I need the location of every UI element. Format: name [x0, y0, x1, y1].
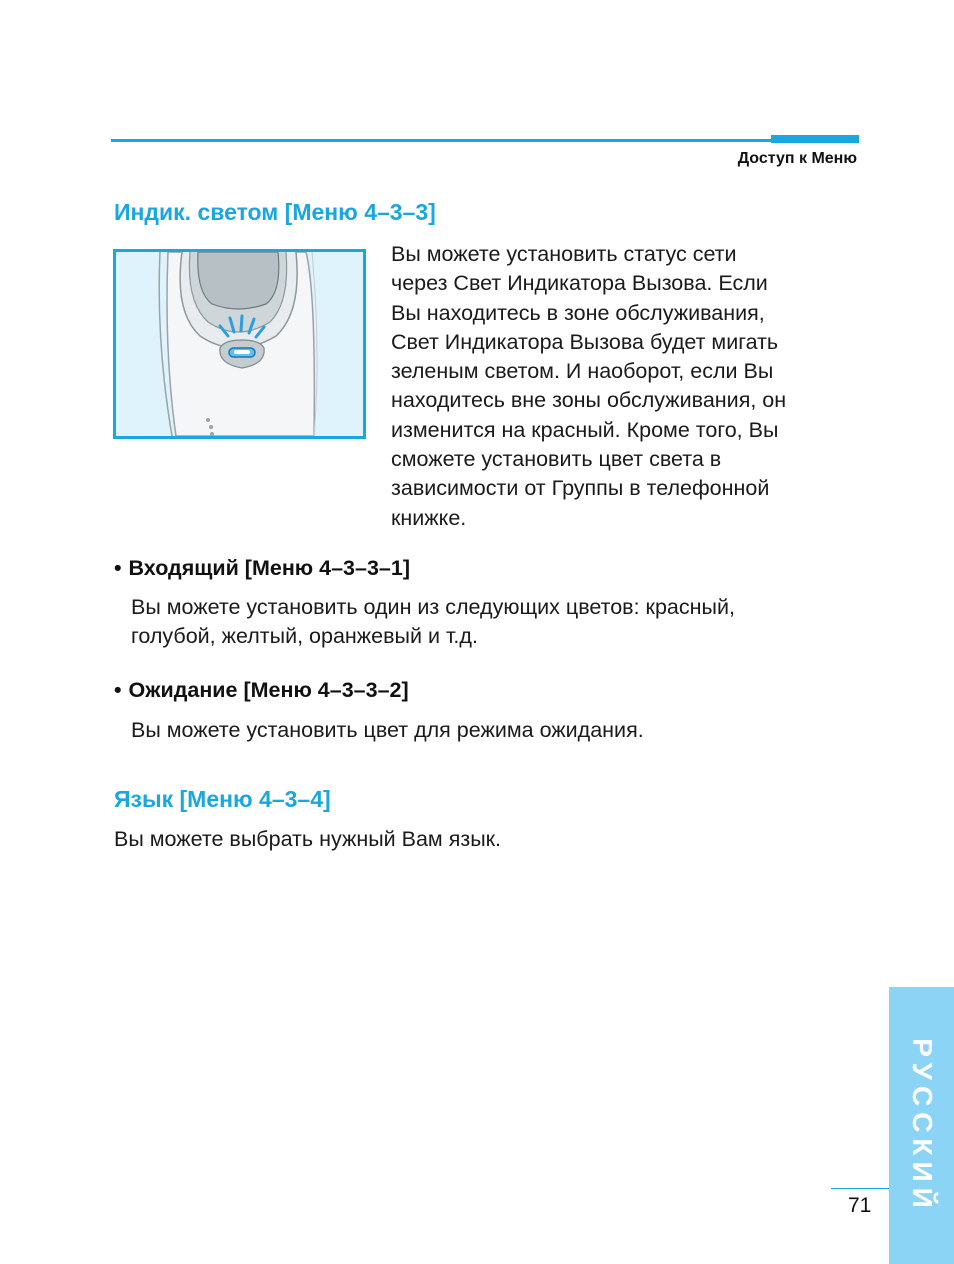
- side-tab-label: РУССКИЙ: [906, 1037, 938, 1214]
- incoming-bullet-heading: [114, 556, 410, 581]
- bullet-body-line: Вы можете установить цвет для режима ожидания.: [131, 718, 644, 742]
- bullet-marker: •: [114, 678, 122, 702]
- running-header: Доступ к Меню: [737, 150, 857, 167]
- header-rule: [111, 139, 859, 142]
- intro-line: Свет Индикатора Вызова будет мигать: [391, 329, 779, 354]
- header-rule-tab: [771, 135, 859, 143]
- standby-bullet-heading: [114, 678, 409, 703]
- language-body: Вы можете выбрать нужный Вам язык.: [114, 827, 502, 851]
- bullet-marker: •: [114, 556, 122, 580]
- intro-line: сможете установить цвет света в: [391, 447, 722, 472]
- intro-line: книжке.: [391, 505, 467, 530]
- light-indicator-intro: [391, 240, 861, 533]
- bullet-title: Входящий [Меню 4–3–3–1]: [128, 556, 410, 580]
- language-heading: Язык [Меню 4–3–4]: [114, 786, 331, 812]
- intro-line: Вы можете установить статус сети: [391, 242, 737, 266]
- intro-line: Вы находитесь в зоне обслуживания,: [391, 300, 765, 325]
- intro-line: зависимости от Группы в телефонной: [391, 476, 770, 501]
- language-side-tab: [889, 987, 954, 1264]
- phone-indicator-light-illustration: [113, 249, 366, 439]
- standby-bullet-body: [131, 716, 861, 745]
- incoming-bullet-body: [131, 593, 861, 652]
- intro-line: находитесь вне зоны обслуживания, он: [391, 388, 787, 413]
- light-indicator-heading: Индик. светом [Меню 4–3–3]: [114, 199, 436, 225]
- intro-line: через Свет Индикатора Вызова. Если: [391, 271, 768, 296]
- bullet-body-line: Вы можете установить один из следующих цветов: красный,: [131, 595, 735, 619]
- page-number-rule: [831, 1188, 889, 1189]
- intro-line: изменится на красный. Кроме того, Вы: [391, 417, 779, 442]
- bullet-body-line: голубой, желтый, оранжевый и т.д.: [131, 624, 478, 649]
- page-number: 71: [848, 1194, 872, 1217]
- intro-line: зеленым светом. И наоборот, если Вы: [391, 359, 774, 384]
- bullet-title: Ожидание [Меню 4–3–3–2]: [128, 678, 409, 702]
